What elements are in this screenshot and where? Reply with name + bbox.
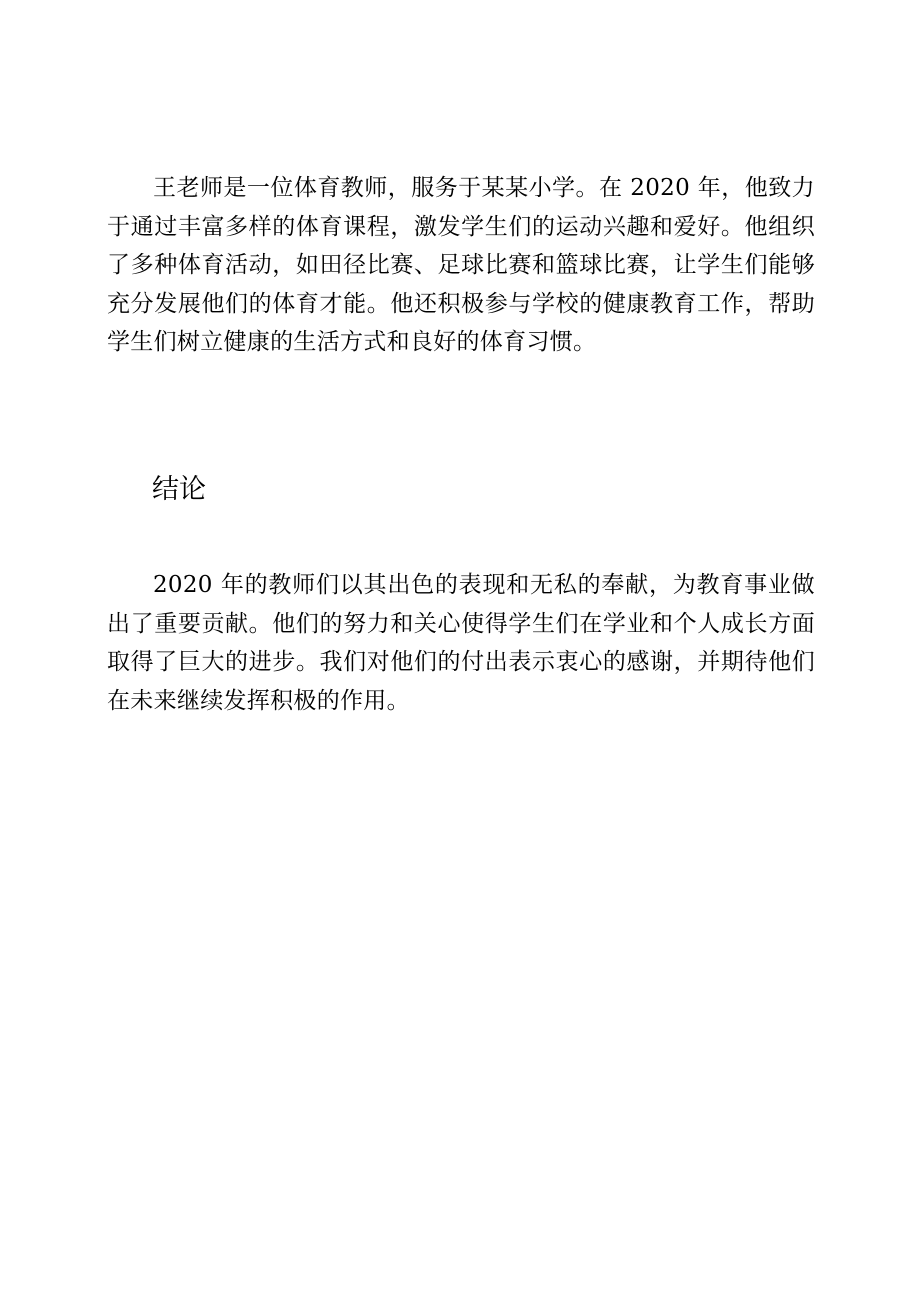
teacher-profile-paragraph: 王老师是一位体育教师，服务于某某小学。在 2020 年，他致力于通过丰富多样的体育课程，激发学生们的运动兴趣和爱好。他组织了多种体育活动，如田径比赛、足球比赛和篮球比赛，让学生们能够充分发展他们的体育才能。他还积极参与学校的健康教育工作，帮助学生们树立健康的生活方式和良好的体育习惯。	[107, 175, 815, 355]
conclusion-heading: 结论	[152, 474, 206, 505]
conclusion-paragraph: 2020 年的教师们以其出色的表现和无私的奉献，为教育事业做出了重要贡献。他们的努力和关心使得学生们在学业和个人成长方面取得了巨大的进步。我们对他们的付出表示衷心的感谢，并期待他们在未来继续发挥积极的作用。	[107, 572, 815, 714]
